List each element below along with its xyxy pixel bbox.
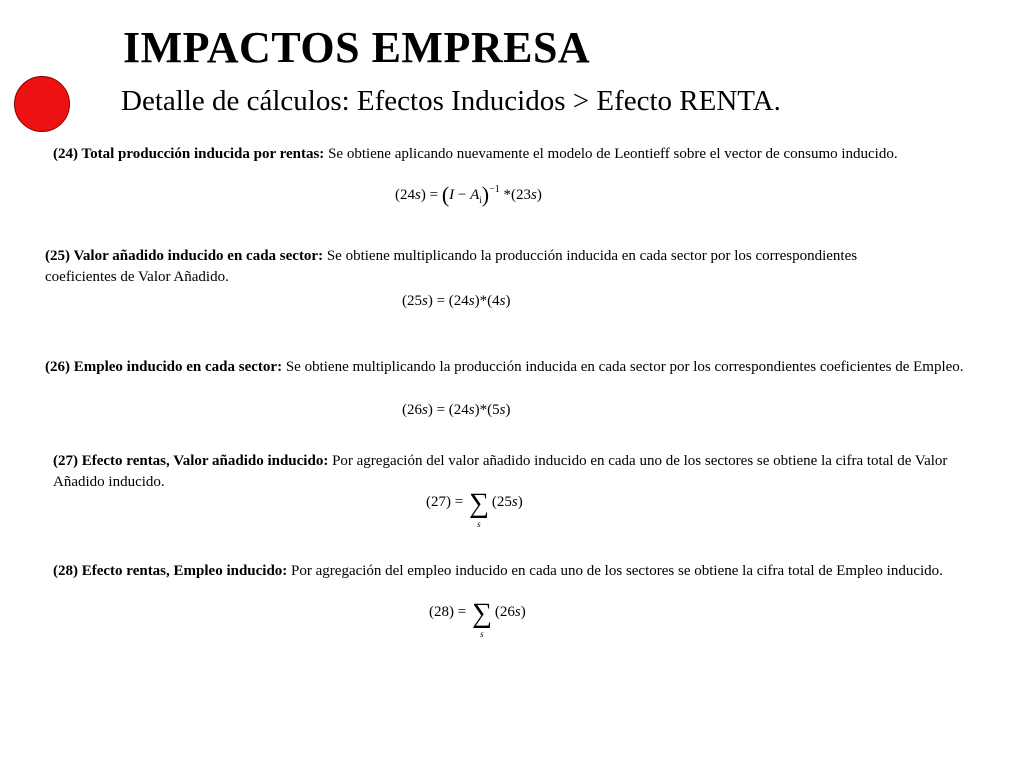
slide-subtitle: Detalle de cálculos: Efectos Inducidos > Efecto RENTA. xyxy=(121,85,781,117)
item-26-heading: (26) Empleo inducido en cada sector: xyxy=(45,359,283,375)
formula-28: (28) = ∑ s (26s) xyxy=(429,598,526,639)
item-27-paragraph xyxy=(53,451,958,493)
formula-25: (25s) = (24s)*(4s) xyxy=(402,293,511,309)
item-25-paragraph xyxy=(45,246,885,288)
formula-26: (26s) = (24s)*(5s) xyxy=(402,402,511,418)
item-25-heading: (25) Valor añadido inducido en cada sector: xyxy=(45,248,324,264)
item-28-paragraph xyxy=(53,561,958,582)
item-28-heading: (28) Efecto rentas, Empleo inducido: xyxy=(53,563,288,579)
item-26-paragraph xyxy=(45,357,965,378)
item-24-paragraph xyxy=(53,144,958,165)
item-27-heading: (27) Efecto rentas, Valor añadido inducido: xyxy=(53,453,329,469)
slide-title: IMPACTOS EMPRESA xyxy=(123,23,591,72)
formula-27: (27) = ∑ s (25s) xyxy=(426,488,523,529)
item-24-heading: (24) Total producción inducida por rentas: xyxy=(53,146,325,162)
item-25-text: Se obtiene multiplicando la producción inducida en cada sector por los correspondientes coeficientes de Valor Añadido. xyxy=(45,248,858,285)
formula-24: $(24s) = (I - A_i)^{-1}$ *(23s) xyxy=(395,182,542,207)
sigma-icon: ∑ s xyxy=(468,488,489,529)
red-circle-bullet-icon xyxy=(14,76,70,132)
sigma-icon: ∑ s xyxy=(471,598,492,639)
item-28-text: Por agregación del empleo inducido en cada uno de los sectores se obtiene la cifra total de Empleo inducido. xyxy=(287,563,943,579)
item-24-text: Se obtiene aplicando nuevamente el modelo de Leontieff sobre el vector de consumo inducido. xyxy=(324,146,898,162)
item-26-text: Se obtiene multiplicando la producción inducida en cada sector por los correspondientes coeficientes de Empleo. xyxy=(282,359,964,375)
item-27-text: Por agregación del valor añadido inducido en cada uno de los sectores se obtiene la cifra total de Valor Añadido inducido. xyxy=(53,453,948,490)
